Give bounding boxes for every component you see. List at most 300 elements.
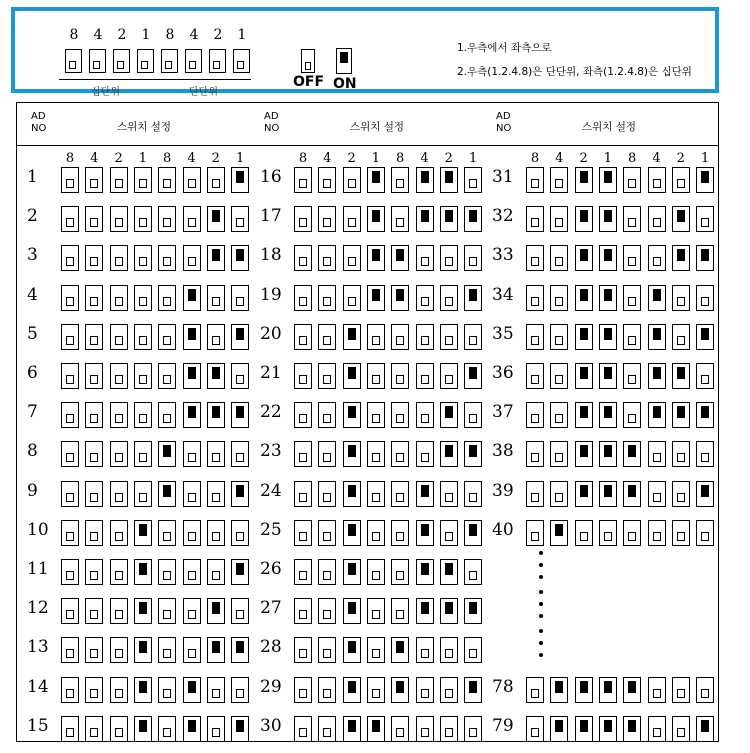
dip-switch [318,206,336,232]
dip-switch [207,363,225,389]
dip-switch [391,324,409,350]
ad-number: 10 [27,519,49,540]
dip-switch [696,481,714,507]
switch-knob-off [372,649,380,658]
dip-switch [648,677,666,703]
dip-switch [599,206,617,232]
dip-switch [294,324,312,350]
switch-knob-on [604,171,612,183]
header-divider [17,145,718,146]
dip-switch [416,324,434,350]
switch-knob-off [163,336,171,345]
switch-knob-on [445,210,453,222]
dip-switch [416,481,434,507]
dip-switch [367,245,385,271]
switch-knob-off [299,728,307,737]
ellipsis-dot [539,551,543,555]
dip-switch [61,716,79,742]
dip-switch [623,285,641,311]
switch-knob-off [139,218,147,227]
tens-label: 십단위 [91,87,120,98]
dip-switch [207,245,225,271]
dip-switch [134,324,152,350]
bit-label: 4 [323,151,332,166]
dip-switch [343,637,361,663]
switch-knob-off [66,649,74,658]
dip-switch [672,677,690,703]
dip-switch [158,206,176,232]
switch-knob-off [653,493,661,502]
switch-knob-on [580,681,588,693]
switch-knob-on [236,171,244,183]
dip-switch [343,716,361,742]
dip-switch [696,441,714,467]
dip-switch [440,206,458,232]
dip-switch [343,441,361,467]
off-example-switch [301,49,315,73]
switch-knob-off [299,375,307,384]
dip-switch [599,324,617,350]
dip-switch [231,520,249,546]
ad-number: 19 [260,284,282,305]
switch-knob-on [348,563,356,575]
dip-switch [416,677,434,703]
dip-switch [648,206,666,232]
switch-knob-off [555,218,563,227]
dip-switch [696,245,714,271]
switch-knob-off [66,453,74,462]
switch-knob-on [348,367,356,379]
switch-knob-off [677,297,685,306]
dip-switch [294,598,312,624]
switch-knob-on [604,681,612,693]
ad-number: 8 [27,441,38,462]
switch-knob-off [555,375,563,384]
dip-switch [207,598,225,624]
switch-knob-off [66,493,74,502]
switch-knob-off [115,571,123,580]
switch-knob-off [372,336,380,345]
switch-knob-off [445,257,453,266]
switch-knob-on [445,602,453,614]
ellipsis-dot [539,590,543,594]
switch-knob-on [469,524,477,536]
dip-switch [440,520,458,546]
ad-number: 16 [260,167,282,187]
switch-setting-header: 스위치 설정 [350,121,405,133]
switch-knob-off [93,61,100,69]
switch-knob-off [323,493,331,502]
switch-knob-off [445,336,453,345]
switch-knob-on [421,524,429,536]
address-switch-table [16,102,719,742]
dip-switch [231,677,249,703]
switch-knob-off [469,179,477,188]
dip-switch [61,167,79,193]
dip-switch [183,206,201,232]
ad-number: 38 [492,441,514,462]
switch-knob-off [677,689,685,698]
dip-switch [575,716,593,742]
dip-switch [575,206,593,232]
switch-knob-off [163,297,171,306]
switch-knob-on [653,367,661,379]
dip-switch [526,206,544,232]
dip-switch [231,206,249,232]
switch-knob-off [323,649,331,658]
dip-switch [599,677,617,703]
ad-number: 31 [492,167,514,187]
dip-switch [416,441,434,467]
dip-switch [207,285,225,311]
dip-switch [672,481,690,507]
dip-switch [599,245,617,271]
switch-knob-off [90,179,98,188]
dip-switch [464,559,482,585]
ad-number: 34 [492,284,514,305]
dip-switch [672,206,690,232]
switch-knob-off [299,649,307,658]
switch-knob-off [115,453,123,462]
switch-knob-on [421,210,429,222]
dip-switch [464,637,482,663]
switch-knob-off [628,532,636,541]
dip-switch [85,206,103,232]
dip-switch [61,402,79,428]
dip-switch [599,402,617,428]
dip-switch [575,167,593,193]
switch-knob-on [348,720,356,732]
switch-knob-off [139,297,147,306]
dip-switch [85,363,103,389]
switch-knob-on [555,524,563,536]
dip-switch [623,402,641,428]
dip-switch [158,716,176,742]
dip-switch [648,481,666,507]
dip-switch [672,520,690,546]
switch-knob-off [66,336,74,345]
switch-knob-off [299,453,307,462]
dip-switch [648,285,666,311]
dip-switch [318,520,336,546]
dip-switch [599,363,617,389]
dip-switch [416,285,434,311]
dip-switch [85,167,103,193]
ad-number: 36 [492,363,514,383]
legend-bit-label: 2 [213,27,223,43]
switch-knob-on [372,289,380,301]
switch-knob-on [628,445,636,457]
dip-switch [550,402,568,428]
switch-knob-off [531,414,539,423]
dip-switch [318,441,336,467]
dip-switch [416,559,434,585]
dip-switch [158,481,176,507]
dip-switch [294,520,312,546]
dip-switch [550,520,568,546]
dip-switch [343,481,361,507]
dip-switch [464,167,482,193]
bit-label: 8 [65,151,75,166]
switch-knob-off [188,257,196,266]
switch-knob-on [445,445,453,457]
switch-knob-off [90,414,98,423]
dip-switch [294,167,312,193]
switch-knob-off [372,532,380,541]
switch-knob-off [163,649,171,658]
switch-knob-on [469,367,477,379]
switch-knob-off [212,689,220,698]
dip-switch [416,402,434,428]
dip-switch [61,559,79,585]
dip-switch [367,520,385,546]
ad-number: 22 [260,402,282,423]
switch-knob-on [396,641,404,653]
dip-switch [343,559,361,585]
dip-switch [134,402,152,428]
switch-knob-off [323,689,331,698]
switch-knob-on [604,445,612,457]
dip-switch [623,206,641,232]
legend-bit-label: 8 [165,27,175,43]
switch-knob-off [396,179,404,188]
dip-switch [85,520,103,546]
switch-knob-off [421,689,429,698]
dip-switch [623,167,641,193]
ad-number: 9 [27,480,38,501]
dip-switch [367,402,385,428]
switch-knob-off [69,61,76,69]
switch-knob-on [212,602,220,614]
dip-switch [526,402,544,428]
dip-switch [85,245,103,271]
switch-knob-off [115,336,123,345]
switch-knob-on [604,720,612,732]
switch-knob-off [139,179,147,188]
dip-switch [550,245,568,271]
switch-knob-on [348,681,356,693]
dip-switch [599,481,617,507]
dip-switch [183,363,201,389]
dip-switch [575,245,593,271]
switch-knob-off [323,414,331,423]
dip-switch [391,481,409,507]
bit-label: 2 [211,151,220,166]
switch-knob-off [163,728,171,737]
switch-knob-on [677,367,685,379]
switch-knob-off [139,336,147,345]
switch-knob-off [628,336,636,345]
dip-switch [134,520,152,546]
switch-knob-on [604,367,612,379]
switch-knob-on [580,171,588,183]
switch-knob-off [323,610,331,619]
switch-knob-on [580,720,588,732]
dip-switch [318,637,336,663]
switch-knob-off [396,493,404,502]
dip-switch [158,402,176,428]
switch-knob-off [323,218,331,227]
switch-knob-on [701,249,709,261]
switch-knob-on [604,289,612,301]
bit-label: 4 [555,151,564,166]
dip-switch [110,716,128,742]
dip-switch [294,677,312,703]
switch-knob-off [163,571,171,580]
switch-knob-off [115,297,123,306]
ad-number: 28 [260,637,282,658]
dip-switch [416,520,434,546]
legend-switch [185,49,202,73]
switch-knob-off [212,453,220,462]
bit-label: 8 [530,151,540,166]
ad-number: 12 [27,598,49,619]
switch-knob-on [653,289,661,301]
dip-switch [85,637,103,663]
ad-number: 24 [260,480,282,501]
dip-switch [183,716,201,742]
dip-switch [134,559,152,585]
dip-switch [183,598,201,624]
switch-knob-off [299,532,307,541]
dip-switch [623,245,641,271]
dip-switch [623,363,641,389]
switch-knob-off [66,414,74,423]
switch-knob-off [188,218,196,227]
switch-knob-on [555,720,563,732]
legend-bit-label: 1 [141,27,151,43]
dip-switch [367,481,385,507]
switch-knob-off [531,179,539,188]
dip-switch [207,677,225,703]
dip-switch [672,363,690,389]
dip-switch [526,245,544,271]
ad-no-header: AD NO [31,111,47,134]
dip-switch [599,441,617,467]
switch-knob-on [580,210,588,222]
dip-switch [207,637,225,663]
bit-label: 2 [579,151,588,166]
dip-switch [416,167,434,193]
dip-switch [134,716,152,742]
dip-switch [343,598,361,624]
switch-knob-off [237,61,244,69]
dip-switch [440,285,458,311]
switch-knob-on [677,249,685,261]
dip-switch [231,716,249,742]
note-1: 1.우측에서 좌측으로 [457,42,552,54]
dip-switch [696,363,714,389]
dip-switch [183,481,201,507]
dip-switch [158,520,176,546]
switch-knob-off [139,375,147,384]
switch-knob-off [396,571,404,580]
dip-switch [343,324,361,350]
dip-switch [134,481,152,507]
switch-knob-off [299,571,307,580]
switch-knob-off [188,179,196,188]
dip-switch [318,167,336,193]
dip-switch [391,285,409,311]
switch-knob-on [236,406,244,418]
legend-switch [65,49,82,73]
dip-switch [134,285,152,311]
ad-number: 2 [27,206,38,227]
dip-switch [391,637,409,663]
dip-switch [294,245,312,271]
dip-switch [623,441,641,467]
legend-bit-label: 1 [237,27,247,43]
switch-knob-off [90,218,98,227]
switch-knob-off [66,571,74,580]
dip-switch [367,598,385,624]
dip-switch [440,559,458,585]
bit-label: 1 [603,151,613,166]
switch-knob-off [213,61,220,69]
switch-knob-on [188,681,196,693]
switch-knob-off [531,375,539,384]
switch-knob-on [236,249,244,261]
switch-knob-off [212,297,220,306]
dip-switch [85,677,103,703]
switch-knob-off [531,257,539,266]
switch-knob-off [66,179,74,188]
dip-switch [526,716,544,742]
units-arrow [155,79,251,80]
switch-knob-off [372,689,380,698]
dip-switch [231,324,249,350]
switch-knob-off [372,453,380,462]
dip-switch [207,716,225,742]
switch-knob-off [90,571,98,580]
switch-knob-on [212,367,220,379]
legend-bit-label: 8 [69,27,79,43]
dip-switch [391,206,409,232]
legend-panel [11,7,719,98]
switch-knob-off [212,728,220,737]
dip-switch [391,559,409,585]
ad-number: 78 [492,676,514,697]
ad-number: 39 [492,480,514,501]
dip-switch [440,402,458,428]
switch-knob-off [604,532,612,541]
bit-label: 4 [90,151,99,166]
dip-switch [318,598,336,624]
switch-knob-off [115,493,123,502]
ad-number: 1 [27,167,38,187]
dip-switch [440,481,458,507]
switch-knob-on [604,249,612,261]
switch-knob-off [628,218,636,227]
dip-switch [696,402,714,428]
dip-switch [231,637,249,663]
switch-knob-off [66,728,74,737]
dip-switch [294,206,312,232]
dip-switch [183,677,201,703]
dip-switch [183,441,201,467]
dip-switch [158,441,176,467]
legend-switch [209,49,226,73]
legend-switch [89,49,106,73]
dip-switch [231,167,249,193]
dip-switch [207,441,225,467]
dip-switch [110,285,128,311]
ellipsis-dot [539,641,543,645]
dip-switch [648,716,666,742]
switch-knob-on [236,720,244,732]
switch-knob-off [163,218,171,227]
switch-knob-on [372,720,380,732]
